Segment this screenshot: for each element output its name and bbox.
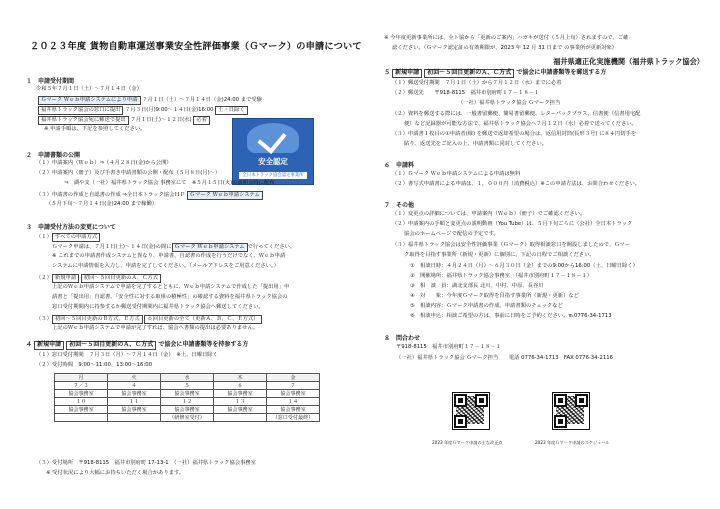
s4-line-1: （１）窓口受付期間 ７月３日（月）～７月１４日（金） ※土、日曜日除く <box>36 352 218 358</box>
s1-option-b-label: 福井県トラック協会の窓口に提出 <box>38 106 123 115</box>
s3-sub-2-num: （２） <box>36 275 52 281</box>
schedule-cell: １４ <box>267 398 320 406</box>
s2-line-4-system: Ｇマーク Ｗｅｂ申請システム <box>187 191 263 200</box>
s6-line-2: （２）書写式申請書による申請は、１，０００円（消費税込）※この申請方法は、お問合わせください。 <box>392 181 641 187</box>
schedule-header-cell: 水 <box>161 374 214 382</box>
s2-line-4 <box>36 191 263 200</box>
schedule-cell: １３ <box>214 398 267 406</box>
qr-code-icon[interactable] <box>552 392 590 430</box>
schedule-cell: １１ <box>108 398 161 406</box>
schedule-cell <box>108 414 161 422</box>
qr-caption-2: 2023 年度Ｇマーク申請のスケジュール <box>535 440 610 445</box>
qr-finder <box>454 394 467 407</box>
s3-p1-c: で行ってください。 <box>247 244 296 250</box>
s1-option-c-text: ７月１日(土)～１２日(水) <box>130 117 192 123</box>
s5-line-6: （３）申請書１枚目の①申請者(様) を郵送で返却希望の場合は、返信用封筒(長形３号) に８４円切手を <box>392 131 637 137</box>
s1-option-b-badge: 土・日除く <box>215 106 248 115</box>
schedule-cell: （研修室受付） <box>161 414 214 422</box>
section-7-heading: ７ その他 <box>384 202 415 209</box>
schedule-cell: ７／３ <box>55 382 108 390</box>
s1-note: ※ 申請手順は、下記を参照してください。 <box>44 126 146 132</box>
s1-option-a <box>38 96 262 105</box>
s4-num: ４ <box>26 341 33 348</box>
s3-p2: ※ これまでの申請書作成システムと異なり、申請書、自認書の作成を行うだけでなく、Ｗｅｂ申請 <box>52 253 286 259</box>
schedule-cell: 協会事務室 <box>161 390 214 398</box>
s1-option-c <box>38 116 210 125</box>
schedule-row <box>55 398 320 406</box>
s8-line-2: （一社）福井県トラック協会 Ｇマーク担当 電話 0776-34-1713 FAX 0776-34-2116 <box>396 355 613 361</box>
s3-sub-3-num: （３） <box>36 316 52 322</box>
s7-item-6: ⑥ 相談申込：相談ご希望の方は、事前に日時をご予約ください。℡0776-34-1713 <box>410 313 612 319</box>
s7-item-4: ④ 対 象：今年度Ｇマーク取得を目指す事業所（新規・更新）など <box>410 293 579 299</box>
s5-box-2: 初回～５回目更新のＡ、Ｃ方式 <box>424 69 514 78</box>
s1-option-b-text: ７月３日(月)9:00～１４日(金)16:00 <box>125 107 214 113</box>
s3-p1 <box>52 243 295 252</box>
s5-box-1: 新規申請 <box>392 69 422 78</box>
s7-line-1: （１）変更点の詳細については、申請案内（Ｗｅｂ）（冊子）でご確認ください。 <box>392 211 586 217</box>
s2-line-3: ⇒ 湖や支（一社）福井県トラック協会 事務室にて ※５月１５日(火)の説明会時に配布 <box>64 180 275 186</box>
s1-option-c-badge: 必着 <box>193 116 210 125</box>
schedule-row <box>55 382 320 390</box>
qr-finder <box>575 394 588 407</box>
section-8-heading: ８ 問合わせ <box>384 335 421 342</box>
schedule-header-cell: 木 <box>214 374 267 382</box>
schedule-cell: 協会事務室 <box>55 406 108 414</box>
schedule-cell: 協会事務室 <box>161 406 214 414</box>
schedule-cell: 協会事務室 <box>108 406 161 414</box>
qr-finder <box>554 394 567 407</box>
s2-line-1: （１）申請案内（Ｗｅｂ）⇒（４月２８日(金)から公開） <box>36 160 172 166</box>
s1-option-a-label: Ｇマーク Ｗｅｂ申請システムにより申請 <box>38 96 141 105</box>
s3-sub-3-box-2: ６回目更新の全て（更新Ａ、Ｂ、Ｃ、Ｅ方式） <box>144 315 261 324</box>
s3-sub-3-box-1: 初回～５回目更新のＢ方式、Ｅ方式 <box>52 315 143 324</box>
s3-sub-2 <box>36 274 161 283</box>
s1-period: 令和５年７月１日（土）～７月１４日（金） <box>36 86 142 92</box>
s3-p7: 上記のＷｅｂ申請システムで申請が完了すれば、協会へ書類の提出は必要ありません。 <box>52 325 259 331</box>
s1-option-c-label: 福井県トラック協会宛に郵送で提出 <box>38 116 129 125</box>
s6-line-1: （１）Ｇマーク Ｗｅｂ申請システムによる申請は無料 <box>392 171 521 177</box>
schedule-cell: １０ <box>55 398 108 406</box>
s7-item-5: ⑤ 相談内容：Ｇマーク申請書の作成、申請書類のチェックなど <box>410 303 563 309</box>
s5-line-4: （２）資料を郵送する際には、一般書留郵便、簡易書留郵便、レターパックプラス、信書便（信書用宅配 <box>392 111 641 117</box>
s7-item-2: ② 開催場所：福井県トラック協会事務室 （福井市別府町１７－１８－１） <box>410 273 593 279</box>
schedule-cell: ５ <box>161 382 214 390</box>
schedule-header-cell: 金 <box>267 374 320 382</box>
schedule-cell: 協会事務室 <box>214 390 267 398</box>
s3-sub-1-box: すべての申請方式 <box>52 233 100 242</box>
s3-p6: 窓口受付期間内に持参するか郵送受付期間内に福井県トラック協会へ郵送してください。 <box>52 304 264 310</box>
s4-line-2: （２）受付時間 9:00～11:00、13:00～16:00 <box>36 362 152 368</box>
schedule-cell: ４ <box>108 382 161 390</box>
s3-p1-a: Ｇマーク申請は、７月１日(土)～１４日(金)の間に <box>52 244 172 250</box>
document-subtitle: 福井県適正化実施機関（福井県トラック協会） <box>553 57 704 66</box>
s3-p5: 請書と「提出用」自認書、「安全性に対する取組の積極性」の確認する資料を福井県トラック協会の <box>52 294 288 300</box>
s3-sub-2-box-2: 初回～５回目更新のＡ、Ｃ方式 <box>81 274 161 283</box>
schedule-cell <box>55 414 108 422</box>
section-1-heading: １ 申請受付期間 <box>26 78 75 85</box>
qr-finder <box>454 415 467 428</box>
schedule-row <box>55 390 320 398</box>
s4-box-1: 新規申請 <box>34 341 64 350</box>
s4-box-2: 初回～５回目更新のＡ、Ｃ方式 <box>66 341 156 350</box>
section-5-heading <box>384 69 606 78</box>
g-mark-caption: 安全認定 <box>258 157 288 166</box>
schedule-cell: ７ <box>267 382 320 390</box>
schedule-row <box>55 406 320 414</box>
schedule-header-row <box>55 374 320 382</box>
section-6-heading: ６ 申請料 <box>384 162 415 169</box>
schedule-cell: 協会事務室 <box>267 406 320 414</box>
s5-line-2: （２）郵送先 〒918-8115 福井市別府町１７－１８－１ <box>392 90 540 96</box>
s3-sub-2-box-1: 新規申請 <box>52 274 79 283</box>
s1-option-a-text: ７月１日（土）～７月１４日（金)24:00 まで受験 <box>142 97 262 103</box>
schedule-header-cell: 火 <box>108 374 161 382</box>
s2-line-2: （２）申請案内（冊子）及び手書き申請書類の公開・配布（５月８日(月)～） <box>36 170 221 176</box>
s5-line-1: （１）郵送受付期間 ７月１日（土）から７月１２日（水）までに必着 <box>392 80 562 86</box>
g-mark-sub: 全日本トラック協会認定事業所 <box>239 172 307 179</box>
schedule-table <box>54 373 320 422</box>
qr-caption-1: 2023 年度Ｇマーク申請の主な改正点 <box>432 440 503 445</box>
qr-code-icon[interactable] <box>452 392 490 430</box>
s7-item-3: ③ 相 談 員：湖北支部長 北川、中村、中原、長谷川 <box>410 283 544 289</box>
schedule-row <box>55 414 320 422</box>
schedule-cell: １２ <box>161 398 214 406</box>
r-top-line-2: 認ください。（Ｇマーク認定証の有効期限が、2023 年 12 月 31 日まで の事業所が更新対象） <box>392 45 618 51</box>
schedule-cell: 協会事務室 <box>214 406 267 414</box>
s2-line-5: （５月下旬～７月１４日(金)24:00 まで稼働） <box>46 201 158 207</box>
schedule-cell: 協会事務室 <box>108 390 161 398</box>
s5-num: ５ <box>384 69 391 76</box>
s8-line-1: 〒918-8115 福井市別府町１７－１８－１ <box>396 344 501 350</box>
schedule-cell: ６ <box>214 382 267 390</box>
schedule-cell: （窓口受付最終） <box>267 414 320 422</box>
s3-p3: システムに申請情報を入力し、申請を完了してください。（メールアドレスをご用意ください。） <box>52 263 279 269</box>
s7-line-2: （２）申請案内の手順と変更点の説明動画（You Tube）は、５月下旬ごろに（公社）全日本トラック <box>392 221 633 227</box>
s4-text: で協会に申請書類等を持参する方 <box>158 341 249 348</box>
section-2-heading: ２ 申請書類の公開 <box>26 152 81 159</box>
qr-finder <box>475 394 488 407</box>
section-4-heading <box>26 341 248 350</box>
schedule-cell <box>214 414 267 422</box>
s5-text: で協会に申請書類等を郵送する方 <box>516 69 607 76</box>
r-top-line-1: ※ 今年度更新事業所には、全ト協から「更新のご案内」ハガキが送付（５月上旬）されますので、ご確 <box>384 35 629 41</box>
s1-option-b <box>38 106 248 115</box>
document-title: ２０２３年度 貨物自動車運送事業安全性評価事業（Ｇマーク）の申請について <box>30 41 362 52</box>
s7-line-4: （３）福井県トラック協会は安全性評価事業（Ｇマーク）取得相談窓口を開設しましたので、Ｇマー <box>392 242 631 248</box>
s5-line-3: （一社）福井県トラック協会 Ｇマーク担当 <box>458 100 561 106</box>
section-3-heading: ３ 申請受付方法の変更について <box>26 224 116 231</box>
s2-line-4-text: （３）申請書の作成と自認書の作成 ⇒全日本トラック協会ＨＰ <box>36 192 186 198</box>
s4-line-3: （３）受付場所 〒918-8115 福井市別府町 17-13-1 （一社）福井県トラック協会事務室 <box>36 460 256 466</box>
g-mark-logo <box>232 118 314 185</box>
s3-p1-system: Ｇマーク Ｗｅｂ申請システム <box>172 243 248 252</box>
qr-finder <box>554 415 567 428</box>
schedule-cell: 協会事務室 <box>55 390 108 398</box>
s7-line-5: ク取得を目指す事業所（新規・更新）に個別に、下記の日程でご相談ください。 <box>404 252 595 258</box>
s3-sub-1-num: （１） <box>36 234 52 240</box>
s3-p4: 上記のＷｅｂ申請システムで申請を完了するとともに、Ｗｅｂ申請システムで作成した「提出用」申 <box>52 284 290 290</box>
s7-line-3: 協会のホームページで配信の予定です。 <box>404 231 499 237</box>
schedule-header-cell: 月 <box>55 374 108 382</box>
s5-line-5: 便）など記録器が可能な方法で、福井県トラック協会へ７月１２日（水）必着で送ってください。 <box>404 121 637 127</box>
schedule-cell: 協会事務室 <box>267 390 320 398</box>
s3-sub-1 <box>36 233 100 242</box>
s3-sub-3 <box>36 315 262 324</box>
s5-line-7: 貼り、返送先をご記入の上、申請書類に同封してください。 <box>404 141 548 147</box>
s4-line-4: ※ 受付状況により大幅にお待ちいただく場合があります。 <box>46 470 185 476</box>
s7-item-1: ① 相談日時：４月２４日（月）～６月３０日（金）までの9:00から16:00（土、日曜日除く） <box>410 263 638 269</box>
